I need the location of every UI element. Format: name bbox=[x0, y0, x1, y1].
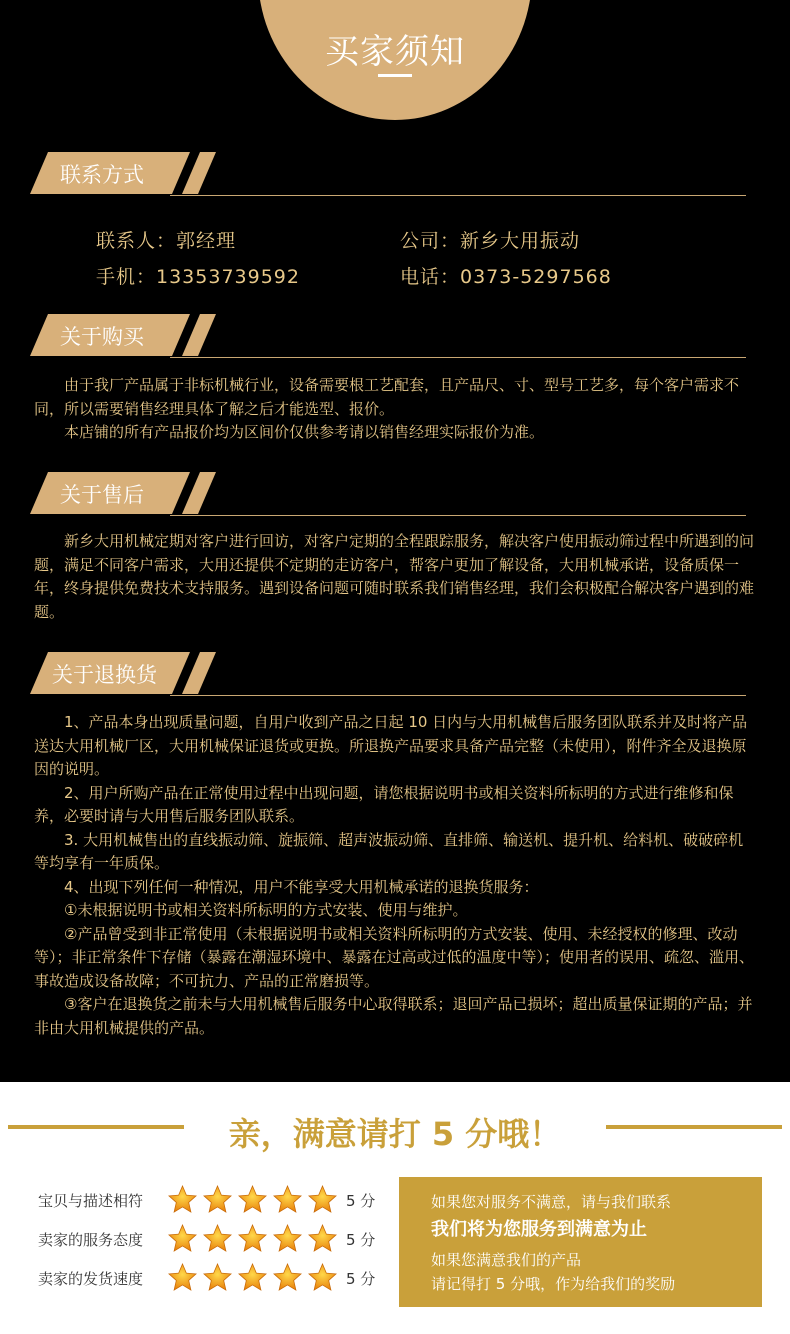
star-icon bbox=[308, 1185, 337, 1214]
purchase-text bbox=[34, 374, 756, 445]
section-label-contact: 联系方式 bbox=[60, 163, 144, 187]
rating-label: 卖家的服务态度 bbox=[38, 1231, 144, 1249]
section-divider bbox=[170, 195, 746, 196]
star-icon bbox=[203, 1185, 232, 1214]
contact-phone: 电话：0373-5297568 bbox=[400, 266, 612, 288]
contact-company: 公司：新乡大用振动 bbox=[400, 230, 581, 252]
section-tag-returns bbox=[30, 652, 220, 694]
star-group bbox=[168, 1185, 337, 1214]
title-underline bbox=[378, 74, 412, 77]
section-tag-after-sales bbox=[30, 472, 220, 514]
paragraph: 4、出现下列任何一种情况，用户不能享受大用机械承诺的退换货服务： bbox=[64, 877, 539, 896]
star-icon bbox=[238, 1224, 267, 1253]
star-icon bbox=[168, 1263, 197, 1292]
paragraph: ①未根据说明书或相关资料所标明的方式安装、使用与维护。 bbox=[64, 901, 468, 919]
section-divider bbox=[170, 357, 746, 358]
paragraph: 3. 大用机械售出的直线振动筛、旋振筛、超声波振动筛、直排筛、输送机、提升机、给料机、破破碎机等均享有一年质保。 bbox=[34, 830, 744, 872]
section-tag-contact bbox=[30, 152, 220, 194]
section-label-purchase: 关于购买 bbox=[60, 325, 144, 349]
paragraph: 本店铺的所有产品报价均为区间价仅供参考请以销售经理实际报价为准。 bbox=[64, 423, 545, 441]
rating-label: 卖家的发货速度 bbox=[38, 1270, 144, 1288]
rating-label: 宝贝与描述相符 bbox=[38, 1192, 144, 1210]
star-icon bbox=[203, 1224, 232, 1253]
paragraph: 2、用户所购产品在正常使用过程中出现问题，请您根据说明书或相关资料所标明的方式进行维修和保养，必要时请与大用售后服务团队联系。 bbox=[34, 783, 734, 825]
banner-line-left bbox=[8, 1125, 184, 1129]
after-sales-text bbox=[34, 530, 756, 624]
page-title: 买家须知 bbox=[325, 32, 465, 72]
star-icon bbox=[308, 1224, 337, 1253]
star-icon bbox=[168, 1185, 197, 1214]
returns-text bbox=[34, 711, 756, 1040]
star-icon bbox=[238, 1185, 267, 1214]
banner-line-right bbox=[606, 1125, 782, 1129]
star-group bbox=[168, 1224, 337, 1253]
section-divider bbox=[170, 695, 746, 696]
satisfaction-message-box bbox=[399, 1177, 762, 1307]
star-icon bbox=[273, 1263, 302, 1292]
message-line: 如果您满意我们的产品 bbox=[431, 1251, 582, 1269]
section-label-returns: 关于退换货 bbox=[52, 663, 157, 687]
section-label-after-sales: 关于售后 bbox=[60, 483, 144, 507]
rating-score: 5 分 bbox=[346, 1270, 376, 1288]
section-divider bbox=[170, 515, 746, 516]
contact-person: 联系人：郭经理 bbox=[96, 230, 237, 252]
star-icon bbox=[308, 1263, 337, 1292]
paragraph: ②产品曾受到非正常使用（未根据说明书或相关资料所标明的方式安装、使用、未经授权的修理、改动等）；非正常条件下存储（暴露在潮湿环境中、暴露在过高或过低的温度中等）；使用者的误用、疏忽、滥用、事故造成设备故障；不可抗力、产品的正常磨损等。 bbox=[34, 924, 755, 990]
star-group bbox=[168, 1263, 337, 1292]
star-icon bbox=[273, 1185, 302, 1214]
star-icon bbox=[273, 1224, 302, 1253]
paragraph: ③客户在退换货之前未与大用机械售后服务中心取得联系；退回产品已损坏；超出质量保证期的产品；并非由大用机械提供的产品。 bbox=[34, 995, 753, 1037]
paragraph: 1、产品本身出现质量问题，自用户收到产品之日起 10 日内与大用机械售后服务团队联系并及时将产品送达大用机械厂区，大用机械保证退货或更换。所退换产品要求具备产品完整（未使用），附件齐全及退换原因的说明。 bbox=[34, 713, 748, 778]
paragraph: 新乡大用机械定期对客户进行回访，对客户定期的全程跟踪服务，解决客户使用振动筛过程中所遇到的问题，满足不同客户需求，大用还提供不定期的走访客户，帮客户更加了解设备，大用机械承诺，设备质保一年，终身提供免费技术支持服务。遇到设备问题可随时联系我们销售经理，我们会积极配合解决客户遇到的难题。 bbox=[34, 532, 755, 621]
message-line: 请记得打 5 分哦，作为给我们的奖励 bbox=[431, 1275, 676, 1293]
paragraph: 由于我厂产品属于非标机械行业，设备需要根工艺配套，且产品尺、寸、型号工艺多，每个客户需求不同，所以需要销售经理具体了解之后才能选型、报价。 bbox=[34, 376, 740, 418]
star-icon bbox=[238, 1263, 267, 1292]
rating-score: 5 分 bbox=[346, 1192, 376, 1210]
star-icon bbox=[168, 1224, 197, 1253]
message-line: 如果您对服务不满意，请与我们联系 bbox=[431, 1193, 672, 1211]
star-icon bbox=[203, 1263, 232, 1292]
message-line-emphasis: 我们将为您服务到满意为止 bbox=[431, 1219, 647, 1240]
section-tag-purchase bbox=[30, 314, 220, 356]
rating-banner: 亲，满意请打 5 分哦！ bbox=[228, 1115, 562, 1153]
contact-mobile: 手机：13353739592 bbox=[96, 266, 300, 288]
rating-score: 5 分 bbox=[346, 1231, 376, 1249]
